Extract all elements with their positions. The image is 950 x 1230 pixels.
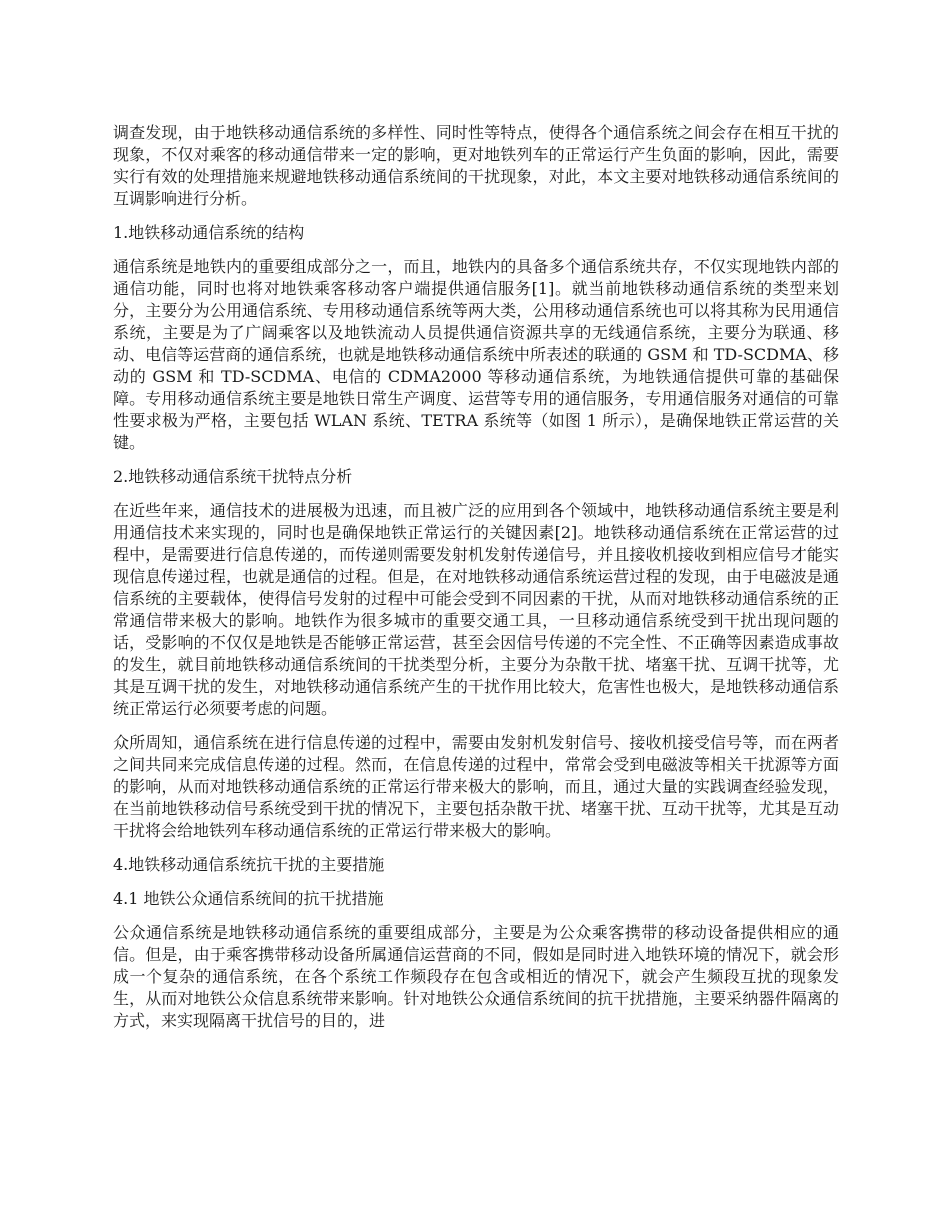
intro-paragraph: 调查发现，由于地铁移动通信系统的多样性、同时性等特点，使得各个通信系统之间会存在相互干扰的现象，不仅对乘客的移动通信带来一定的影响，更对地铁列车的正常运行产生负面的影响，因此，需要实行有效的处理措施来规避地铁移动通信系统间的干扰现象，对此，本文主要对地铁移动通信系统间的互调影响进行分析。 — [113, 123, 839, 208]
subsection-heading-4-1: 4.1 地铁公众通信系统间的抗干扰措施 — [113, 889, 384, 908]
section-heading-2: 2.地铁移动通信系统干扰特点分析 — [113, 467, 353, 486]
section-1-paragraph: 通信系统是地铁内的重要组成部分之一，而且，地铁内的具备多个通信系统共存，不仅实现地铁内部的通信功能，同时也将对地铁乘客移动客户端提供通信服务[1]。就当前地铁移动通信系统的类型来划分，主要分为公用通信系统、专用移动通信系统等两大类，公用移动通信系统也可以将其称为民用通信系统，主要是为了广阔乘客以及地铁流动人员提供通信资源共享的无线通信系统，主要分为联通、移动、电信等运营商的通信系统，也就是地铁移动通信系统中所表述的联通的 GSM 和 TD-SCDMA、移动的 GSM 和 TD-SCDMA、电信的 CDMA2000 等移动通信系统，为地铁通信提供可靠的基础保障。专用移动通信系统主要是地铁日常生产调度、运营等专用的通信服务，专用通信服务对通信的可靠性要求极为严格，主要包括 WLAN 系统、TETRA 系统等（如图 1 所示），是确保地铁正常运营的关键。 — [113, 257, 839, 452]
section-heading-1: 1.地铁移动通信系统的结构 — [113, 223, 305, 242]
section-2-paragraph-2: 众所周知，通信系统在进行信息传递的过程中，需要由发射机发射信号、接收机接受信号等，而在两者之间共同来完成信息传递的过程。然而，在信息传递的过程中，常常会受到电磁波等相关干扰源等方面的影响，从而对地铁移动通信系统的正常运行带来极大的影响，而且，通过大量的实践调查经验发现，在当前地铁移动信号系统受到干扰的情况下，主要包括杂散干扰、堵塞干扰、互动干扰等，尤其是互动干扰将会给地铁列车移动通信系统的正常运行带来极大的影响。 — [113, 733, 839, 840]
section-heading-4: 4.地铁移动通信系统抗干扰的主要措施 — [113, 855, 385, 874]
section-2-paragraph-1: 在近些年来，通信技术的进展极为迅速，而且被广泛的应用到各个领域中，地铁移动通信系统主要是利用通信技术来实现的，同时也是确保地铁正常运行的关键因素[2]。地铁移动通信系统在正常运营的过程中，是需要进行信息传递的，而传递则需要发射机发射传递信号，并且接收机接收到相应信号才能实现信息传递过程，也就是通信的过程。但是，在对地铁移动通信系统运营过程的发现，由于电磁波是通信系统的主要载体，使得信号发射的过程中可能会受到不同因素的干扰，从而对地铁移动通信系统的正常通信带来极大的影响。地铁作为很多城市的重要交通工具，一旦移动通信系统受到干扰出现问题的话，受影响的不仅仅是地铁是否能够正常运营，甚至会因信号传递的不完全性、不正确等因素造成事故的发生，就目前地铁移动通信系统间的干扰类型分析，主要分为杂散干扰、堵塞干扰、互调干扰等，尤其是互调干扰的发生，对地铁移动通信系统产生的干扰作用比较大，危害性也极大，是地铁移动通信系统正常运行必须要考虑的问题。 — [113, 501, 839, 718]
subsection-4-1-paragraph: 公众通信系统是地铁移动通信系统的重要组成部分，主要是为公众乘客携带的移动设备提供相应的通信。但是，由于乘客携带移动设备所属通信运营商的不同，假如是同时进入地铁环境的情况下，就会形成一个复杂的通信系统，在各个系统工作频段存在包含或相近的情况下，就会产生频段互扰的现象发生，从而对地铁公众信息系统带来影响。针对地铁公众通信系统间的抗干扰措施，主要采纳器件隔离的方式，来实现隔离干扰信号的目的，进 — [113, 923, 839, 1030]
document-body — [113, 122, 839, 1044]
